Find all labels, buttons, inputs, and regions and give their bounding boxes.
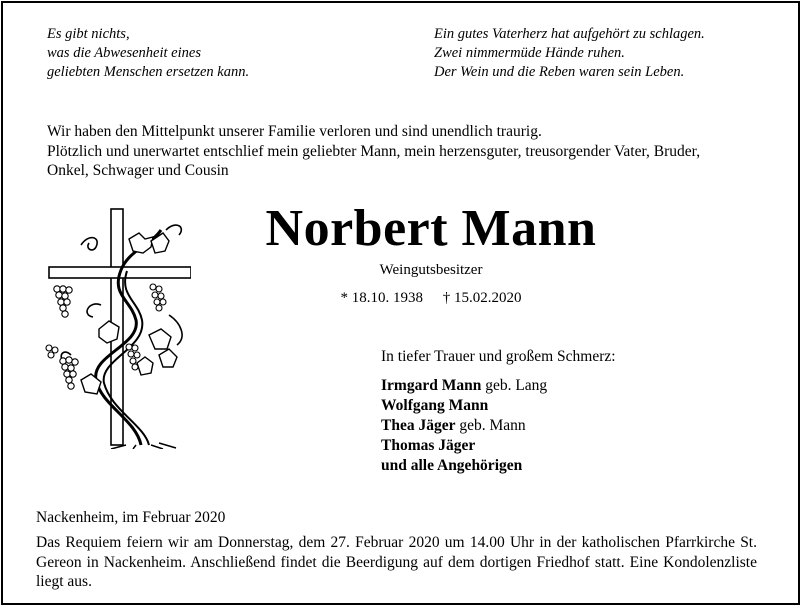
obituary-notice xyxy=(1,1,800,605)
mourner-name: Thomas Jäger xyxy=(381,437,476,454)
mourner-name: Irmgard Mann xyxy=(381,377,482,394)
deceased-profession: Weingutsbesitzer xyxy=(379,262,483,278)
quote-left-line: was die Abwesenheit eines xyxy=(47,45,201,61)
intro-line: Onkel, Schwager und Cousin xyxy=(47,162,229,179)
place-date: Nackenheim, im Februar 2020 xyxy=(36,509,226,526)
mourner-row xyxy=(381,436,616,456)
deceased-name: Norbert Mann xyxy=(265,200,597,257)
mourner-name: Wolfgang Mann xyxy=(381,397,489,414)
quote-right xyxy=(434,25,705,82)
intro-line: Wir haben den Mittelpunkt unserer Familie verloren und sind unendlich traurig. xyxy=(47,123,542,140)
mourner-suffix: geb. Lang xyxy=(481,377,548,394)
intro-line: Plötzlich und unerwartet entschlief mein geliebter Mann, mein herzensguter, treusorgender Vater, Bruder, xyxy=(47,142,701,160)
quote-right-line: Zwei nimmermüde Hände ruhen. xyxy=(434,45,625,61)
requiem-text: Das Requiem feiern wir am Donnerstag, dem 27. Februar 2020 um 14.00 Uhr in der katholischen Pfarrkirche St. Gereon in Nackenheim. Anschließend findet die Beerdigung auf dem dortigen Friedhof statt. Eine Kondolenzliste liegt aus. xyxy=(36,534,757,590)
mourner-name: und alle Angehörigen xyxy=(381,457,523,474)
quote-right-line: Ein gutes Vaterherz hat aufgehört zu schlagen. xyxy=(434,26,705,42)
life-dates xyxy=(3,290,800,307)
mourner-row xyxy=(381,376,616,396)
mourners-heading: In tiefer Trauer und großem Schmerz: xyxy=(381,348,616,365)
quote-left-line: Es gibt nichts, xyxy=(47,26,130,42)
quote-left xyxy=(47,25,249,82)
mourner-name: Thea Jäger xyxy=(381,417,456,434)
mourner-suffix: geb. Mann xyxy=(455,417,526,434)
birth-date: * 18.10. 1938 xyxy=(340,290,423,306)
mourner-row xyxy=(381,396,616,416)
intro-text xyxy=(47,122,700,181)
mourner-row xyxy=(381,456,616,476)
death-date: † 15.02.2020 xyxy=(442,290,522,306)
quote-left-line: geliebten Menschen ersetzen kann. xyxy=(47,64,250,80)
mourners-block xyxy=(381,347,616,476)
quote-right-line: Der Wein und die Reben waren sein Leben. xyxy=(434,64,685,80)
mourner-row xyxy=(381,416,616,436)
